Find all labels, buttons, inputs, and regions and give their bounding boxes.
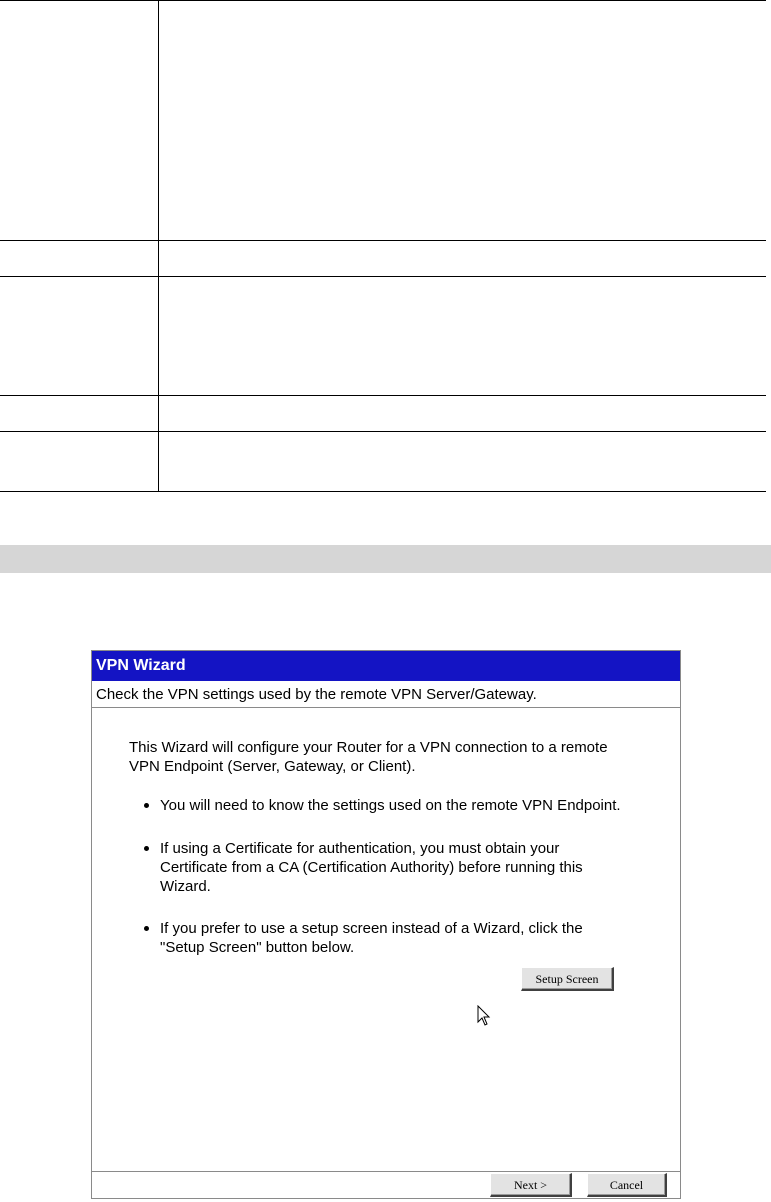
- list-item: [144, 796, 624, 815]
- wizard-footer: [92, 1171, 680, 1199]
- table-row: [0, 277, 766, 396]
- table-row: [0, 241, 766, 277]
- bullet-text: You will need to know the settings used on the remote VPN Endpoint.: [160, 797, 621, 814]
- table-row: [0, 396, 766, 432]
- bullet-text: If you prefer to use a setup screen instead of a Wizard, click the "Setup Screen" button below.: [160, 920, 583, 956]
- arrow-cursor-icon: [477, 1005, 491, 1027]
- vpn-wizard-window: [91, 650, 681, 1199]
- table-row: [0, 1, 766, 241]
- bullet-text: If using a Certificate for authentication, you must obtain your Certificate from a CA (Certification Authority) before running this Wizard.: [160, 840, 583, 895]
- wizard-intro: This Wizard will configure your Router for a VPN connection to a remote VPN Endpoint (Server, Gateway, or Client).: [129, 739, 608, 775]
- next-button[interactable]: Next >: [490, 1173, 572, 1197]
- wizard-title: VPN Wizard: [92, 651, 680, 681]
- bullet-icon: [144, 926, 149, 931]
- table-row: [0, 432, 766, 492]
- list-item: [144, 839, 624, 896]
- settings-table: [0, 0, 766, 492]
- list-item: [144, 919, 624, 957]
- wizard-subtitle: Check the VPN settings used by the remote VPN Server/Gateway.: [92, 682, 680, 708]
- wizard-bullet-list: [144, 796, 624, 981]
- bullet-icon: [144, 803, 149, 808]
- setup-screen-button[interactable]: Setup Screen: [521, 967, 614, 991]
- section-band: [0, 545, 771, 573]
- cancel-button[interactable]: Cancel: [587, 1173, 667, 1197]
- bullet-icon: [144, 846, 149, 851]
